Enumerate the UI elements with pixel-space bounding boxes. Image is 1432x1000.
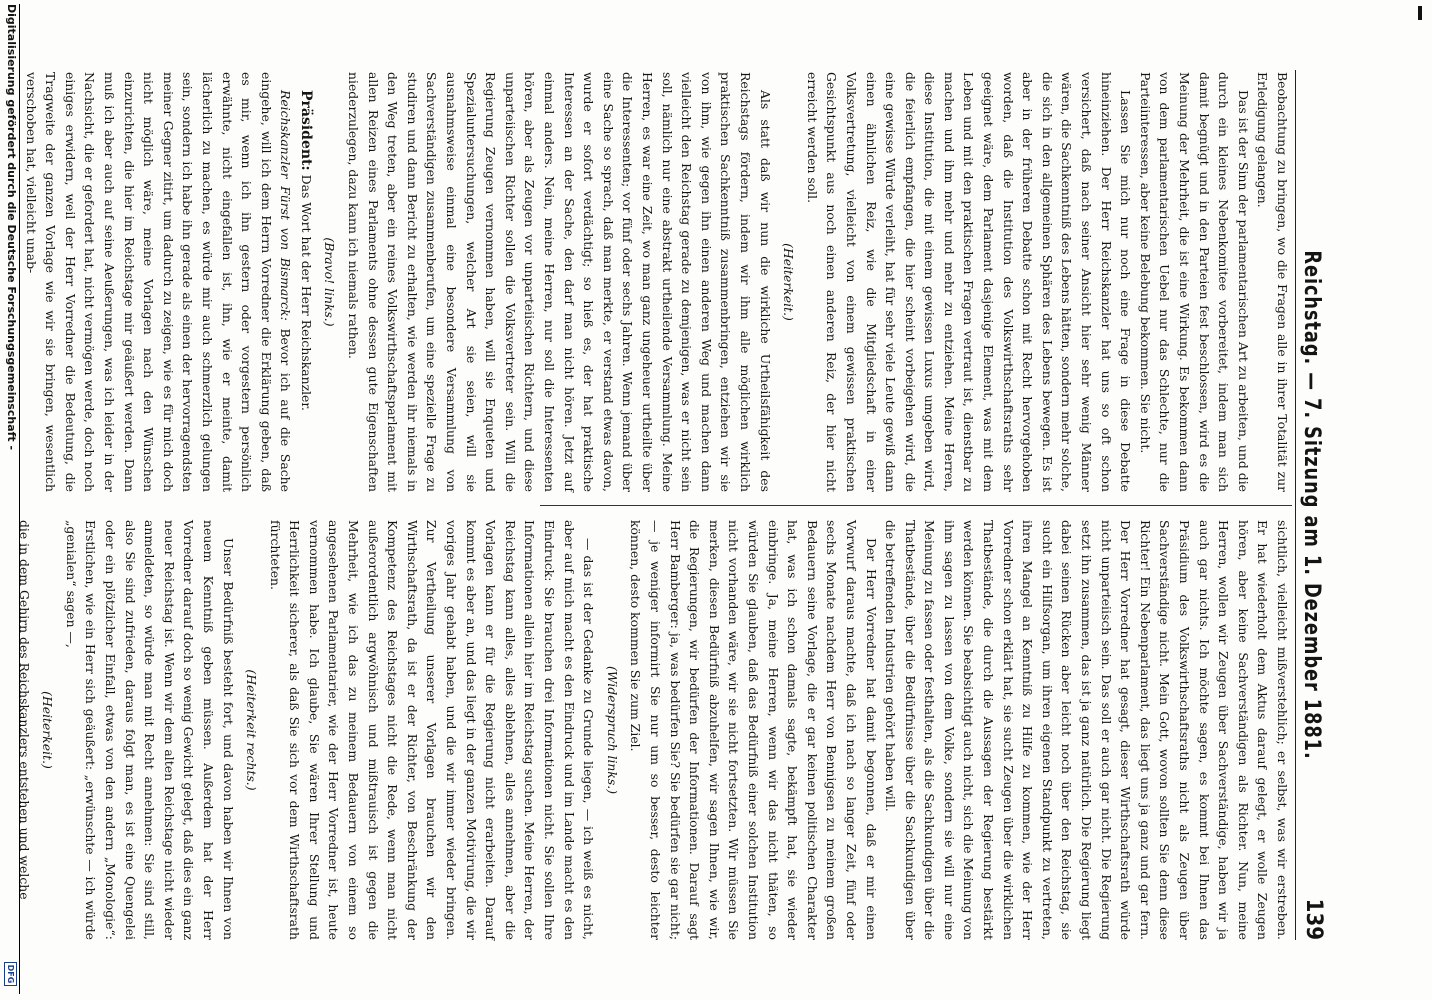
stage-direction: (Bravo! links.)	[322, 237, 338, 327]
stage-direction: (Widerspruch links.)	[604, 665, 620, 795]
stage-direction: (Heiterkeit rechts.)	[244, 669, 260, 791]
page-footer	[3, 4, 20, 994]
column-divider	[540, 505, 1292, 506]
speaker-name: Präsident:	[297, 90, 314, 171]
left-column	[21, 72, 1292, 492]
speaker-name: Reichskanzler Fürst von Bismarck:	[278, 90, 294, 321]
stage-direction: (Heiterkeit.)	[781, 243, 797, 321]
header-title: Reichstag. — 7. Sitzung am 1. Dezember 1881.	[1299, 250, 1324, 760]
speech-text: Das Wort hat der Herr Reichskanzler.	[298, 174, 314, 411]
right-column	[14, 520, 1292, 940]
speech-text: Bevor ich auf die Sache eingehe, will ich dem Herrn Vorredner die Erklärung geben, daß es mir, wenn ich ihn gestern oder vorgestern persönlich erwähnte, nicht eingefallen ist, ihn, wie er meinte, damit lächerlich zu machen, es würde mir auch schmerzlich gelungen sein, sondern ich habe ihn gerade als einen der hervorragendsten meiner Gegner zitirt, um dadurch zu zeigen, wie es für mich doch nicht möglich wäre, meine Vorlagen nach den Wünschen einzurichten, die hier im Reichstage mir geäußert werden. Dann muß ich aber auch auf seine Aeußerungen, was ich leider in der Nachsicht, die er gefordert hat, nicht vermögen werde, doch noch einiges erwidern, weil der Herr Vorredner die Bedeutung, die Tragweite der ganzen Vorlage wie wir sie bringen, wesentlich verschoben hat, vielleicht unab-	[23, 72, 294, 492]
paragraph: Der Herr Vorredner hat damit begonnen, daß er mir einen Vorwurf daraus machte, daß ich nach so langer Zeit, fünf oder sechs Monate nachdem Herr von Bennigsen zu meinem großen Bedauern seine Vorlage, die er gar keinen politischen Charakter hat, was ich schon damals sagte, bekämpft hat, sie wieder einbringe. Ja, meine Herren, wenn wir das nicht thäten, so würden Sie glauben, daß das Bedürfniß einer solchen Institution nicht vorhanden wäre, wir sie nicht fortsetzten. Wir müssen Sie merken, diesen Bedürfniß abzuhelfen, wir sagen Ihnen, wie wir, die Regierungen, wir bedürfen der Informationen. Darauf sagt Herr Bamberger: ja, was bedürfen Sie? Sie bedürfen sie gar nicht; — je weniger informirt Sie nur um so besser, desto leichter können, desto kommen Sie zum Ziel.	[628, 520, 879, 940]
page-header	[1295, 70, 1324, 940]
paragraph: die in dem Gehirn des Reichskanzlers entstehen und welche	[16, 520, 32, 900]
speaker-paragraph	[295, 72, 316, 492]
page-number: 139	[1301, 898, 1326, 940]
stage-direction: (Heiterkeit.)	[40, 691, 56, 769]
paragraph: Unser Bedürfniß besteht fort, und davon haben wir Ihnen von neuem Kenntniß geben müssen. Außerdem hat der Herr Vorredner darauf doch so wenig Gewicht gelegt, daß dies ein ganz neuer Reichstag ist. Wenn wir dem alten Reichstage nicht wieder anmeldeten, so würde man mit Recht annehmen: Sie sind still, also Sie sind zufrieden, daraus folgt man, es ist eine Quengelei oder ein plötzlicher Einfall, etwas von den andern „Monologie“: Erstlichen, wie ein Herr sich geäußert: „erwünschte — ich würde „genialen“ sagen —,	[63, 520, 236, 940]
funding-note: Digitalisierung gefördert durch die Deutsche Forschungsgemeinschaft -	[5, 4, 18, 451]
paragraph: Als statt daß wir nun die wirkliche Urtheilsfähigkeit des Reichstags fördern, indem wir ihm alle möglichen wirklich praktischen Sachkenntniß zusammenbringen, entziehen wir sie von ihm, wie gegen ihn einen anderen Weg und machen dann vielleicht den Reichstag gerade zu demjenigen, was er nicht sein soll, nämlich nur eine abstrakt urtheilende Versammlung. Meine Herren, es war eine Zeit, wo man ganz ungeheuer urtheilte über die Interessenten; vor fünf oder sechs Jahren. Wenn jemand über eine Sache so sprach, daß man merkte, er verstand etwas davon, wurde er sofort verdächtigt; so hieß es, der hat praktische Interessen an der Sache, den darf man nicht hören. Jetzt auf einmal anders. Nein, meine Herren, nur soll die Interessenten hören, aber als Zeugen vor unparteiischen Richtern, und diese unparteiischen Richter sollen die Volksvertreter sein. Will die Regierung Zeugen vernommen haben, will sie Enqueten und Spezialuntersuchungen, welcher Art sie seien, will sie ausnahmsweise einmal eine besondere Versammlung von Sachverständigen zusammenberufen, um eine spezielle Frage zu studiren und dann Bericht zu erhalten, wie werden ihr niemals in den Weg treten, aber ein reines Volkswirthschaftsparlament mit allen Reizen eines Parlaments ohne dessen gute Eigenschaften niederzulegen, dazu kann ich niemals rathen.	[346, 72, 773, 492]
paragraph: sichtlich, vielleicht mißverstehlich; er selbst, was wir erstreben. Er hat wiederholt dem Aktus darauf gelegt, er wolle Zeugen hören, aber keine Sachverständigen als Richter. Nun, meine Herren, wollen wir Zeugen über Sachverständige, haben wir ja auch gar nichts. Ich möchte sagen, es kommt bei Ihnen das Präsidium des Volkswirthschaftsraths nicht als Zeugen über Sachverständige nicht. Mein Gott, wovon sollten Sie denn diese Richter! Ein Nebenparlament, das liegt uns ja ganz und gar fern. Der Herr Vorredner hat gesagt, dieser Wirthschaftsrath würde nicht unparteiisch sein. Das soll er auch gar nicht. Die Regierung setzt ihn zusammen, das ist ja ganz natürlich. Die Regierung liegt dabei seinen Rücken aber leicht noch über den Reichstag, sie sucht ein Hilfsorgan, um ihren eigenen Standpunkt zu vertreten, ihren Mangel an Kenntniß zu Hilfe zu kommen, wie der Herr Vorredner schon erklärt hat, sie sucht Zeugen über die wirklichen Thatbestände, die durch die Aussagen der Regierung bestärkt werden können. Sie beabsichtigt auch nicht, sich die Meinung von ihm sagen zu lassen von dem Volke, sondern sie will nur eine Meinung zu fassen oder festhalten, als die Sachkundigen über die Thatbestände, über die Bedürfnisse über die Sachkundigen über die betreffenden Industrien gehört haben will.	[883, 520, 1290, 940]
scan-mark	[1418, 6, 1422, 20]
paragraph: — das ist der Gedanke zu Grunde liegen, — ich weiß es nicht, aber auf mich macht es den Eindruck und im Lande macht es den Eindruck: Sie brauchen drei Informationen nicht. Sie sollen Ihre Informationen allein hier im Reichstag suchen. Meine Herren, der Reichstag kann alles, alles ablehnen, alles annehmen, aber die Vorlagen kann er für die Regierung nicht erarbeiten. Darauf kommt es aber an, und das liegt in der ganzen Motivirung, die wir voriges Jahr gehabt haben, und die wir immer wieder bringen. Zur Vertheilung unserer Vorlagen brauchen wir den Wirthschaftsrath, da ist er der Richter, von Beschränkung der Kompetenz des Reichstages nicht die Rede, wenn man nicht außerordentlich argwöhnisch und mißtrauisch ist gegen die Mehrheit, wie ich das zu meinem Bedauern von einem so angesehenen Parlamentarier, wie der Herr Vorredner ist, heute vernommen habe. Ich glaube, Sie wären Ihrer Stellung und Herrlichkeit sicherer, als daß Sie sich vor dem Wirthschaftsrath fürchteten.	[267, 520, 597, 940]
paragraph: Das ist der Sinn der parlamentarischen Art zu arbeiten, und die durch ein kleines Nebenkomitee vorbereitet, indem man sich damit begnügt und in den Parteien fest beschlossen, wird es die Meinung der Mehrheit, die ist eine Wirkung. Es bekommen dann von dem parlamentarischen Uebel nur das Schlechte, nur die Parteiinteressen, aber keine Belebung bekommen. Sie nicht.	[1137, 72, 1251, 492]
speaker-paragraph	[21, 72, 295, 492]
dfg-logo: DFG	[4, 962, 17, 986]
paragraph: Beobachtung zu bringen, wo die Fragen alle in ihrer Totalität zur Erledigung gelangen.	[1255, 72, 1290, 492]
paragraph: Lassen Sie mich nur noch eine Frage in diese Debatte hineinziehen. Der Herr Reichskanzler hat uns so oft schon versichert, daß nach seiner Ansicht hier sehr wenig Männer wären, die Sachkenntniß des Lebens hätten, sondern mehr solche, die sich in den allgemeinen Sphären des Lebens bewegen. Es ist aber in der früheren Debatte schon mit Recht hervorgehoben worden, daß die Institution des Volkswirthschaftsraths sehr geeignet wäre, dem Parlament dasjenige Element, was mit dem Leben und mit den praktischen Fragen vertraut ist, dienstbar zu machen und ihm mehr und mehr zu entziehen. Meine Herren, diese Institution, die mit einem gewissen Luxus umgeben wird, die feierlich empfangen, die hier scheint vorbeigehen wird, die eine gewisse Würde verleiht, hat für sehr viele Leute gewiß dann einen ähnlichen Reiz, wie die Mitgliedschaft in einer Volksvertretung, vielleicht von einem gewissen praktischen Gesichtspunkt aus noch einen anderen Reiz, der hier nicht erreicht werden soll.	[804, 72, 1134, 492]
